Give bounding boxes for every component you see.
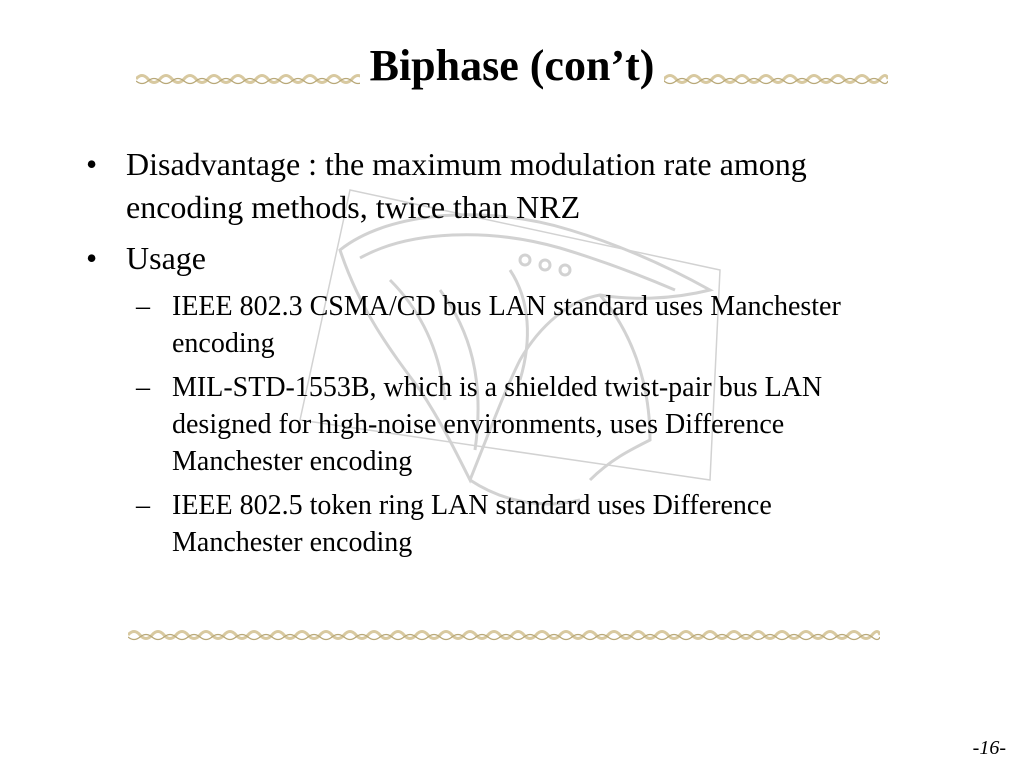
sub-bullet-text: MIL-STD-1553B, which is a shielded twist-pair bus LAN designed for high-noise environments, uses Difference Manchester encoding — [172, 372, 823, 477]
slide-title-text: Biphase (con’t) — [360, 41, 665, 90]
sub-bullet-marker: – — [136, 372, 150, 403]
sub-bullet-text: IEEE 802.3 CSMA/CD bus LAN standard uses Manchester encoding — [172, 291, 841, 359]
bullet-item-usage — [86, 237, 926, 280]
slide-body — [86, 143, 926, 568]
bullet-marker: • — [86, 146, 98, 182]
page-number: -16- — [972, 737, 1006, 759]
sub-bullet-text: IEEE 802.5 token ring LAN standard uses Difference Manchester encoding — [172, 490, 772, 558]
sub-bullet-item-mil-std-1553b — [86, 369, 872, 480]
decorative-divider-bottom — [128, 626, 880, 644]
sub-bullet-marker: – — [136, 490, 150, 521]
bullet-text: Usage — [126, 240, 206, 276]
sub-bullet-item-ieee-802-5 — [86, 487, 872, 561]
sub-bullet-item-ieee-802-3 — [86, 288, 872, 362]
bullet-text: Disadvantage : the maximum modulation rate among encoding methods, twice than NRZ — [126, 146, 807, 225]
bullet-marker: • — [86, 240, 98, 276]
bullet-item-disadvantage — [86, 143, 926, 229]
slide-title — [0, 38, 1024, 94]
sub-bullet-marker: – — [136, 291, 150, 322]
